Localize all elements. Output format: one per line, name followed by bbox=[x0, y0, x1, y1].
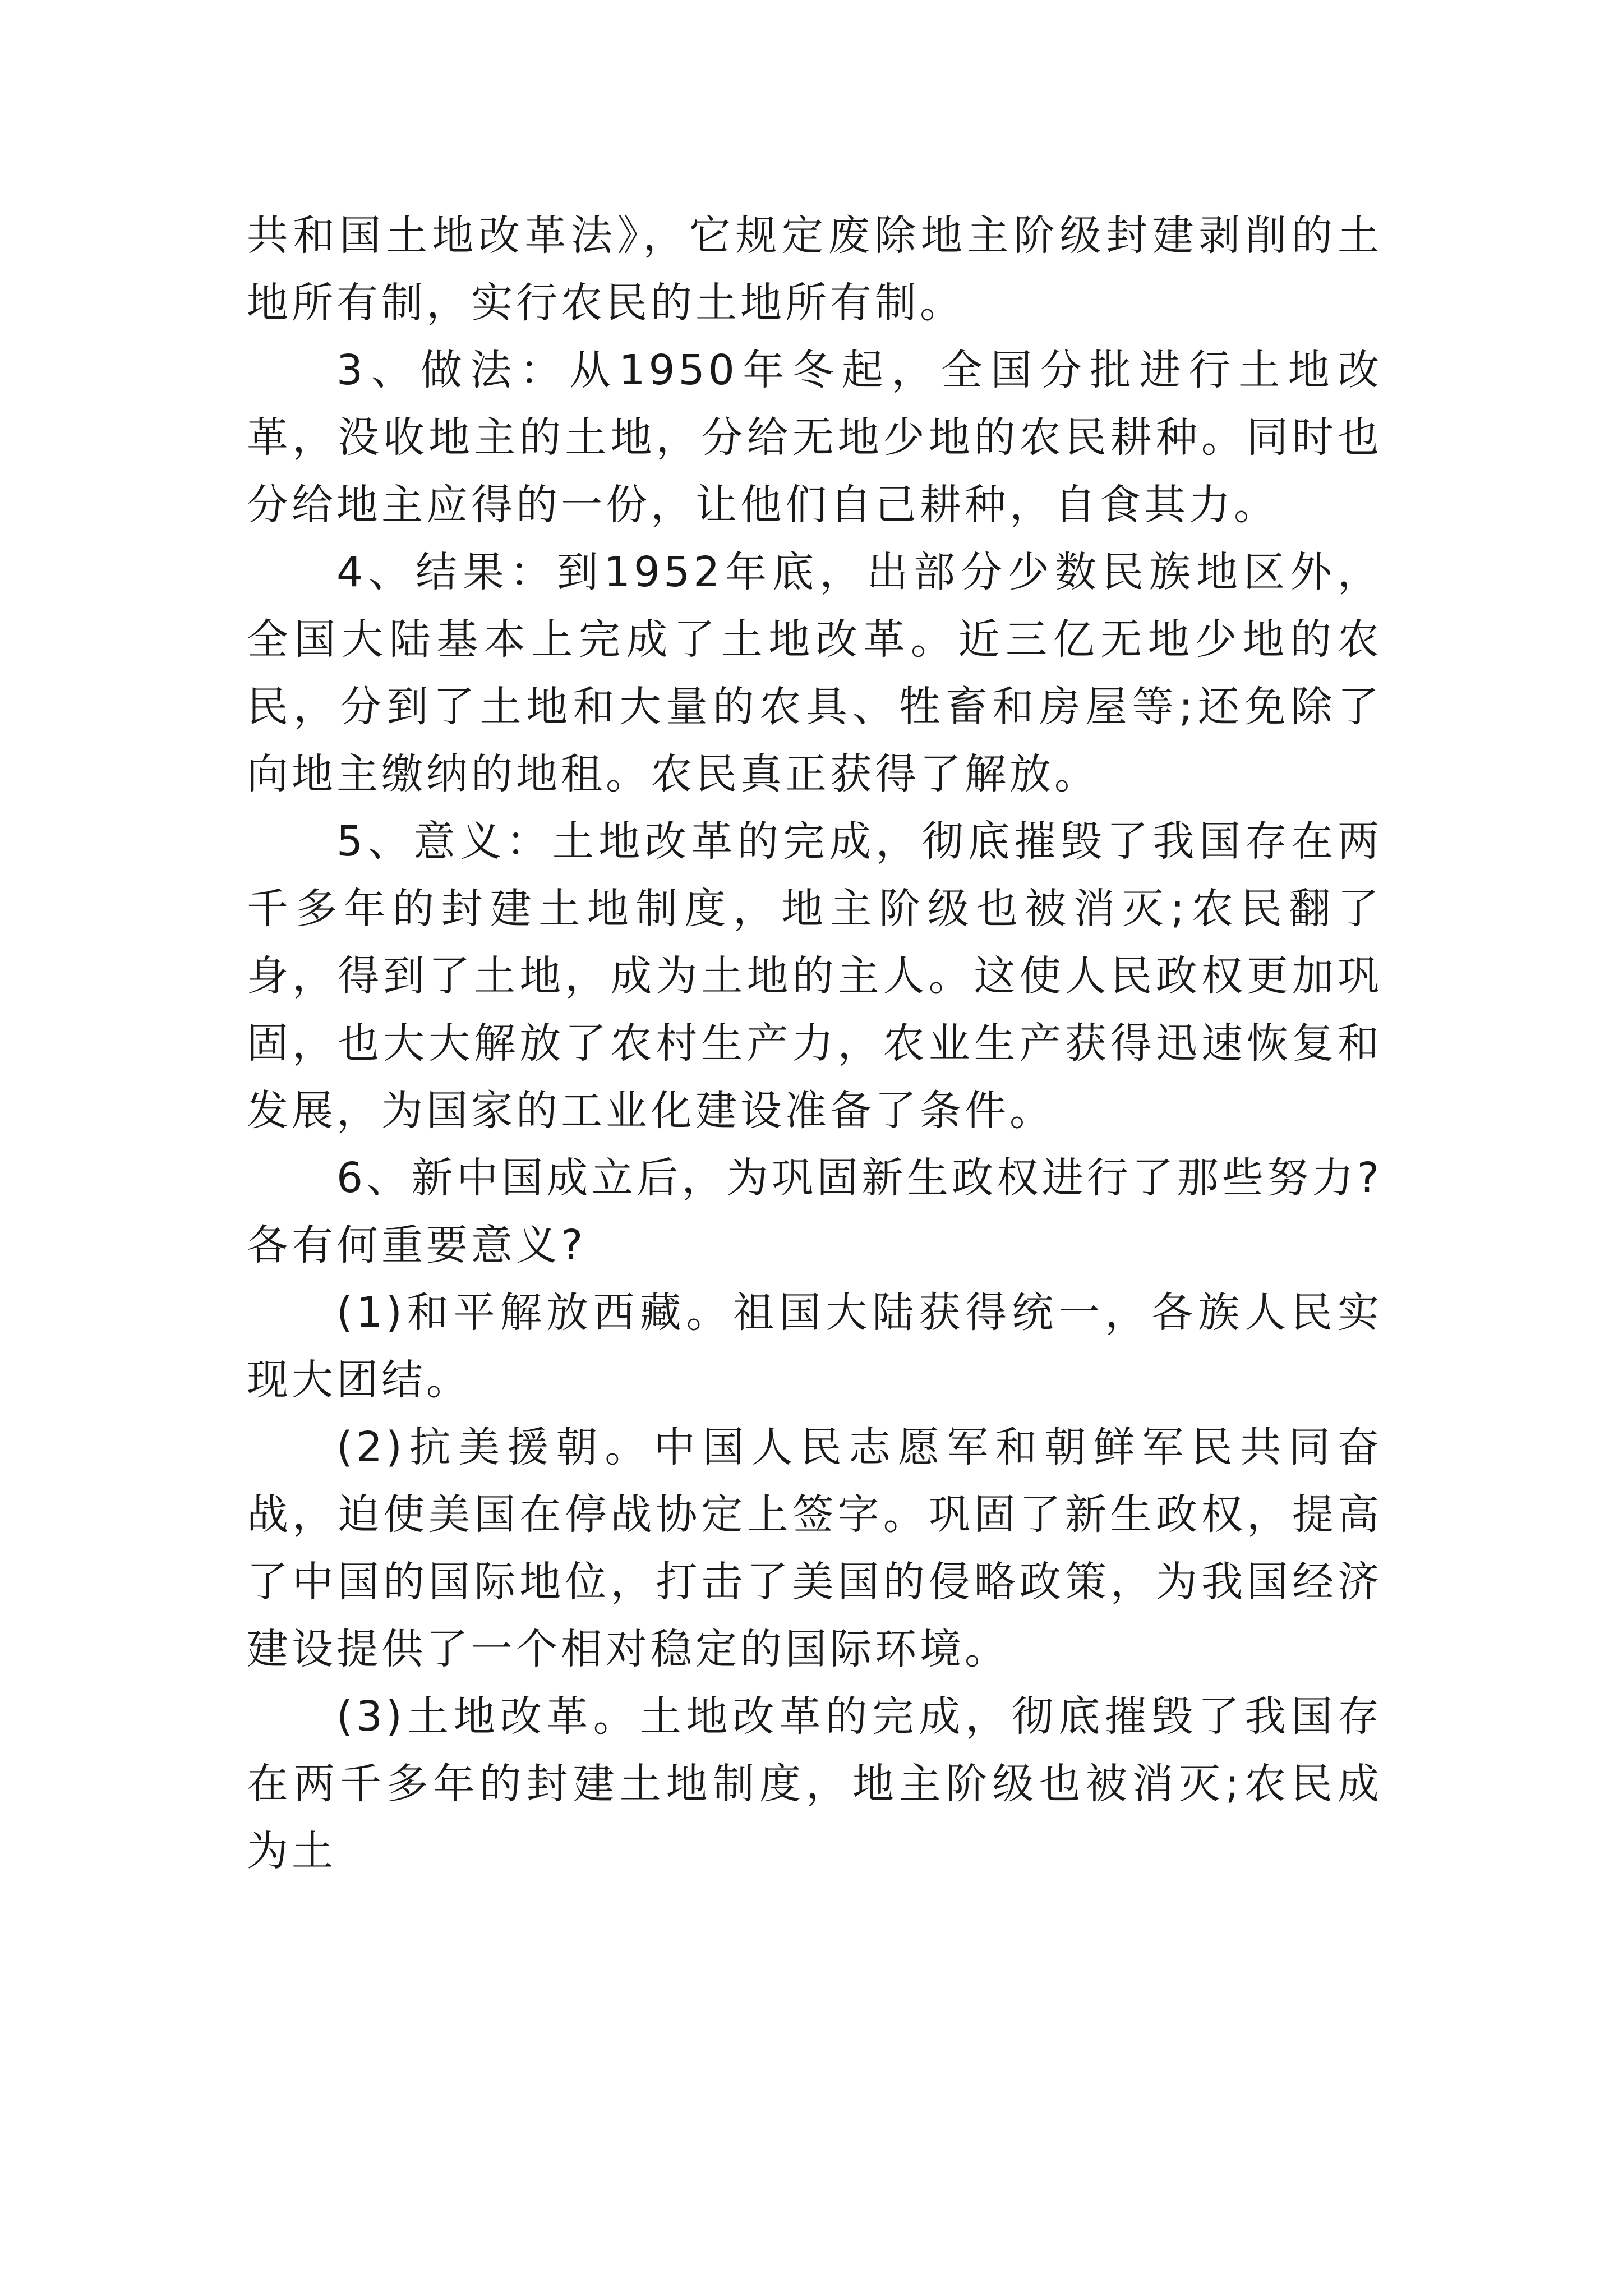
paragraph-item-2: (2)抗美援朝。中国人民志愿军和朝鲜军民共同奋战，迫使美国在停战协定上签字。巩固了新生政权，提高了中国的国际地位，打击了美国的侵略政策，为我国经济建设提供了一个相对稳定的国际环境。 bbox=[247, 1423, 1382, 1673]
paragraph-method: 3、做法：从1950年冬起，全国分批进行土地改革，没收地主的土地，分给无地少地的农民耕种。同时也分给地主应得的一份，让他们自己耕种，自食其力。 bbox=[247, 346, 1382, 529]
document-body bbox=[247, 202, 1382, 1885]
paragraph-continuation: 共和国土地改革法》，它规定废除地主阶级封建剥削的土地所有制，实行农民的土地所有制。 bbox=[247, 211, 1382, 327]
paragraph-question: 6、新中国成立后，为巩固新生政权进行了那些努力?各有何重要意义? bbox=[247, 1154, 1382, 1269]
paragraph-significance: 5、意义：土地改革的完成，彻底摧毁了我国存在两千多年的封建土地制度，地主阶级也被消灭;农民翻了身，得到了土地，成为土地的主人。这使人民政权更加巩固，也大大解放了农村生产力，农业生产获得迅速恢复和发展，为国家的工业化建设准备了条件。 bbox=[247, 817, 1382, 1135]
paragraph-result: 4、结果：到1952年底，出部分少数民族地区外，全国大陆基本上完成了土地改革。近三亿无地少地的农民，分到了土地和大量的农具、牲畜和房屋等;还免除了向地主缴纳的地租。农民真正获得了解放。 bbox=[247, 548, 1382, 798]
paragraph-item-3: (3)土地改革。土地改革的完成，彻底摧毁了我国存在两千多年的封建土地制度，地主阶级也被消灭;农民成为土 bbox=[247, 1692, 1382, 1875]
paragraph-item-1: (1)和平解放西藏。祖国大陆获得统一，各族人民实现大团结。 bbox=[247, 1289, 1382, 1404]
